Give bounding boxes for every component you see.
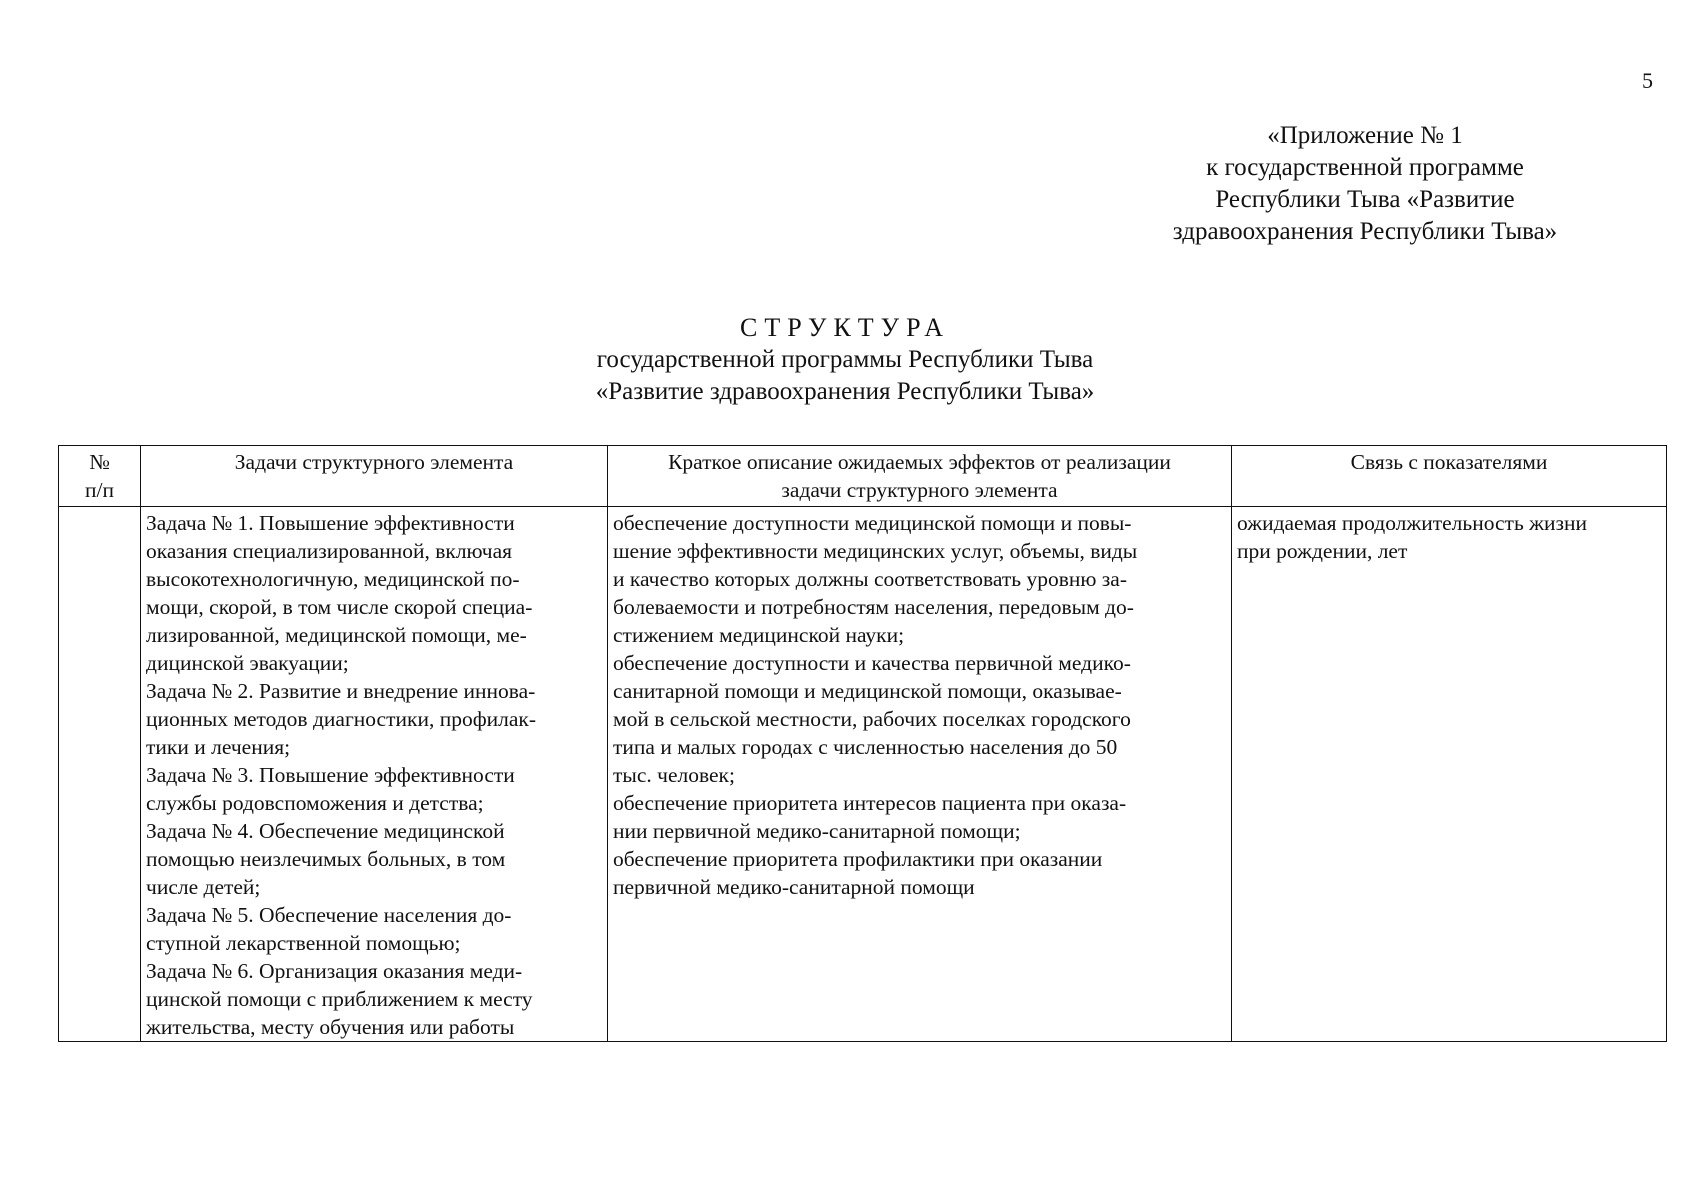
- text-line: ционных методов диагностики, профилак-: [146, 707, 537, 731]
- text-line: Задача № 6. Организация оказания меди-: [146, 959, 523, 983]
- text-line: Задача № 5. Обеспечение населения до-: [146, 903, 512, 927]
- text-line: при рождении, лет: [1237, 539, 1408, 563]
- text-line: мой в сельской местности, рабочих поселках городского: [613, 707, 1131, 731]
- text-line: первичной медико-санитарной помощи: [613, 875, 975, 899]
- appendix-line: Республики Тыва «Развитие: [1215, 186, 1515, 213]
- text-line: службы родовспоможения и детства;: [146, 791, 484, 815]
- text-line: тики и лечения;: [146, 735, 291, 759]
- structure-table: [58, 445, 1667, 1042]
- appendix-line: к государственной программе: [1206, 154, 1524, 181]
- text-line: типа и малых городах с численностью населения до 50: [613, 735, 1118, 759]
- text-line: мощи, скорой, в том числе скорой специа-: [146, 595, 533, 619]
- text-line: Задача № 3. Повышение эффективности: [146, 763, 515, 787]
- text-line: помощью неизлечимых больных, в том: [146, 847, 506, 871]
- text-line: обеспечение приоритета профилактики при оказании: [613, 847, 1103, 871]
- title-heading: СТРУКТУРА: [740, 313, 950, 342]
- text-line: стижением медицинской науки;: [613, 623, 905, 647]
- text-line: цинской помощи с приближением к месту: [146, 987, 533, 1011]
- header-line: №: [89, 450, 110, 474]
- text-line: Задача № 2. Развитие и внедрение иннова-: [146, 679, 536, 703]
- appendix-line: здравоохранения Республики Тыва»: [1172, 218, 1558, 245]
- header-line: п/п: [85, 478, 114, 502]
- cell-indicators: [1232, 507, 1667, 1042]
- text-line: жительства, месту обучения или работы: [146, 1015, 515, 1039]
- document-title: [450, 312, 1240, 408]
- cell-number: [59, 507, 141, 1042]
- table-row: [59, 507, 1667, 1042]
- header-number: [59, 446, 141, 507]
- text-line: шение эффективности медицинских услуг, объемы, виды: [613, 539, 1138, 563]
- text-line: обеспечение приоритета интересов пациента при оказа-: [613, 791, 1127, 815]
- text-line: и качество которых должны соответствовать уровню за-: [613, 567, 1128, 591]
- text-line: лизированной, медицинской помощи, ме-: [146, 623, 527, 647]
- header-line: Краткое описание ожидаемых эффектов от реализации: [668, 450, 1171, 474]
- text-line: Задача № 4. Обеспечение медицинской: [146, 819, 505, 843]
- title-line: государственной программы Республики Тыва: [596, 346, 1094, 373]
- header-indicators: Связь с показателями: [1232, 446, 1667, 507]
- cell-effects: [608, 507, 1232, 1042]
- header-effects: [608, 446, 1232, 507]
- appendix-note: [1130, 120, 1600, 248]
- text-line: обеспечение доступности и качества первичной медико-: [613, 651, 1131, 675]
- title-line: «Развитие здравоохранения Республики Тыва»: [595, 378, 1095, 405]
- text-line: обеспечение доступности медицинской помощи и повы-: [613, 511, 1132, 535]
- text-line: Задача № 1. Повышение эффективности: [146, 511, 515, 535]
- text-line: тыс. человек;: [613, 763, 735, 787]
- header-tasks: Задачи структурного элемента: [141, 446, 608, 507]
- text-line: дицинской эвакуации;: [146, 651, 349, 675]
- text-line: санитарной помощи и медицинской помощи, оказывае-: [613, 679, 1122, 703]
- cell-tasks: [141, 507, 608, 1042]
- table-header-row: [59, 446, 1667, 507]
- page-number: 5: [1642, 68, 1653, 93]
- text-line: ожидаемая продолжительность жизни: [1237, 511, 1587, 535]
- appendix-line: «Приложение № 1: [1267, 122, 1463, 149]
- text-line: ступной лекарственной помощью;: [146, 931, 461, 955]
- header-line: задачи структурного элемента: [781, 478, 1058, 502]
- text-line: числе детей;: [146, 875, 261, 899]
- text-line: болеваемости и потребностям населения, передовым до-: [613, 595, 1134, 619]
- text-line: нии первичной медико-санитарной помощи;: [613, 819, 1021, 843]
- text-line: высокотехнологичную, медицинской по-: [146, 567, 520, 591]
- text-line: оказания специализированной, включая: [146, 539, 513, 563]
